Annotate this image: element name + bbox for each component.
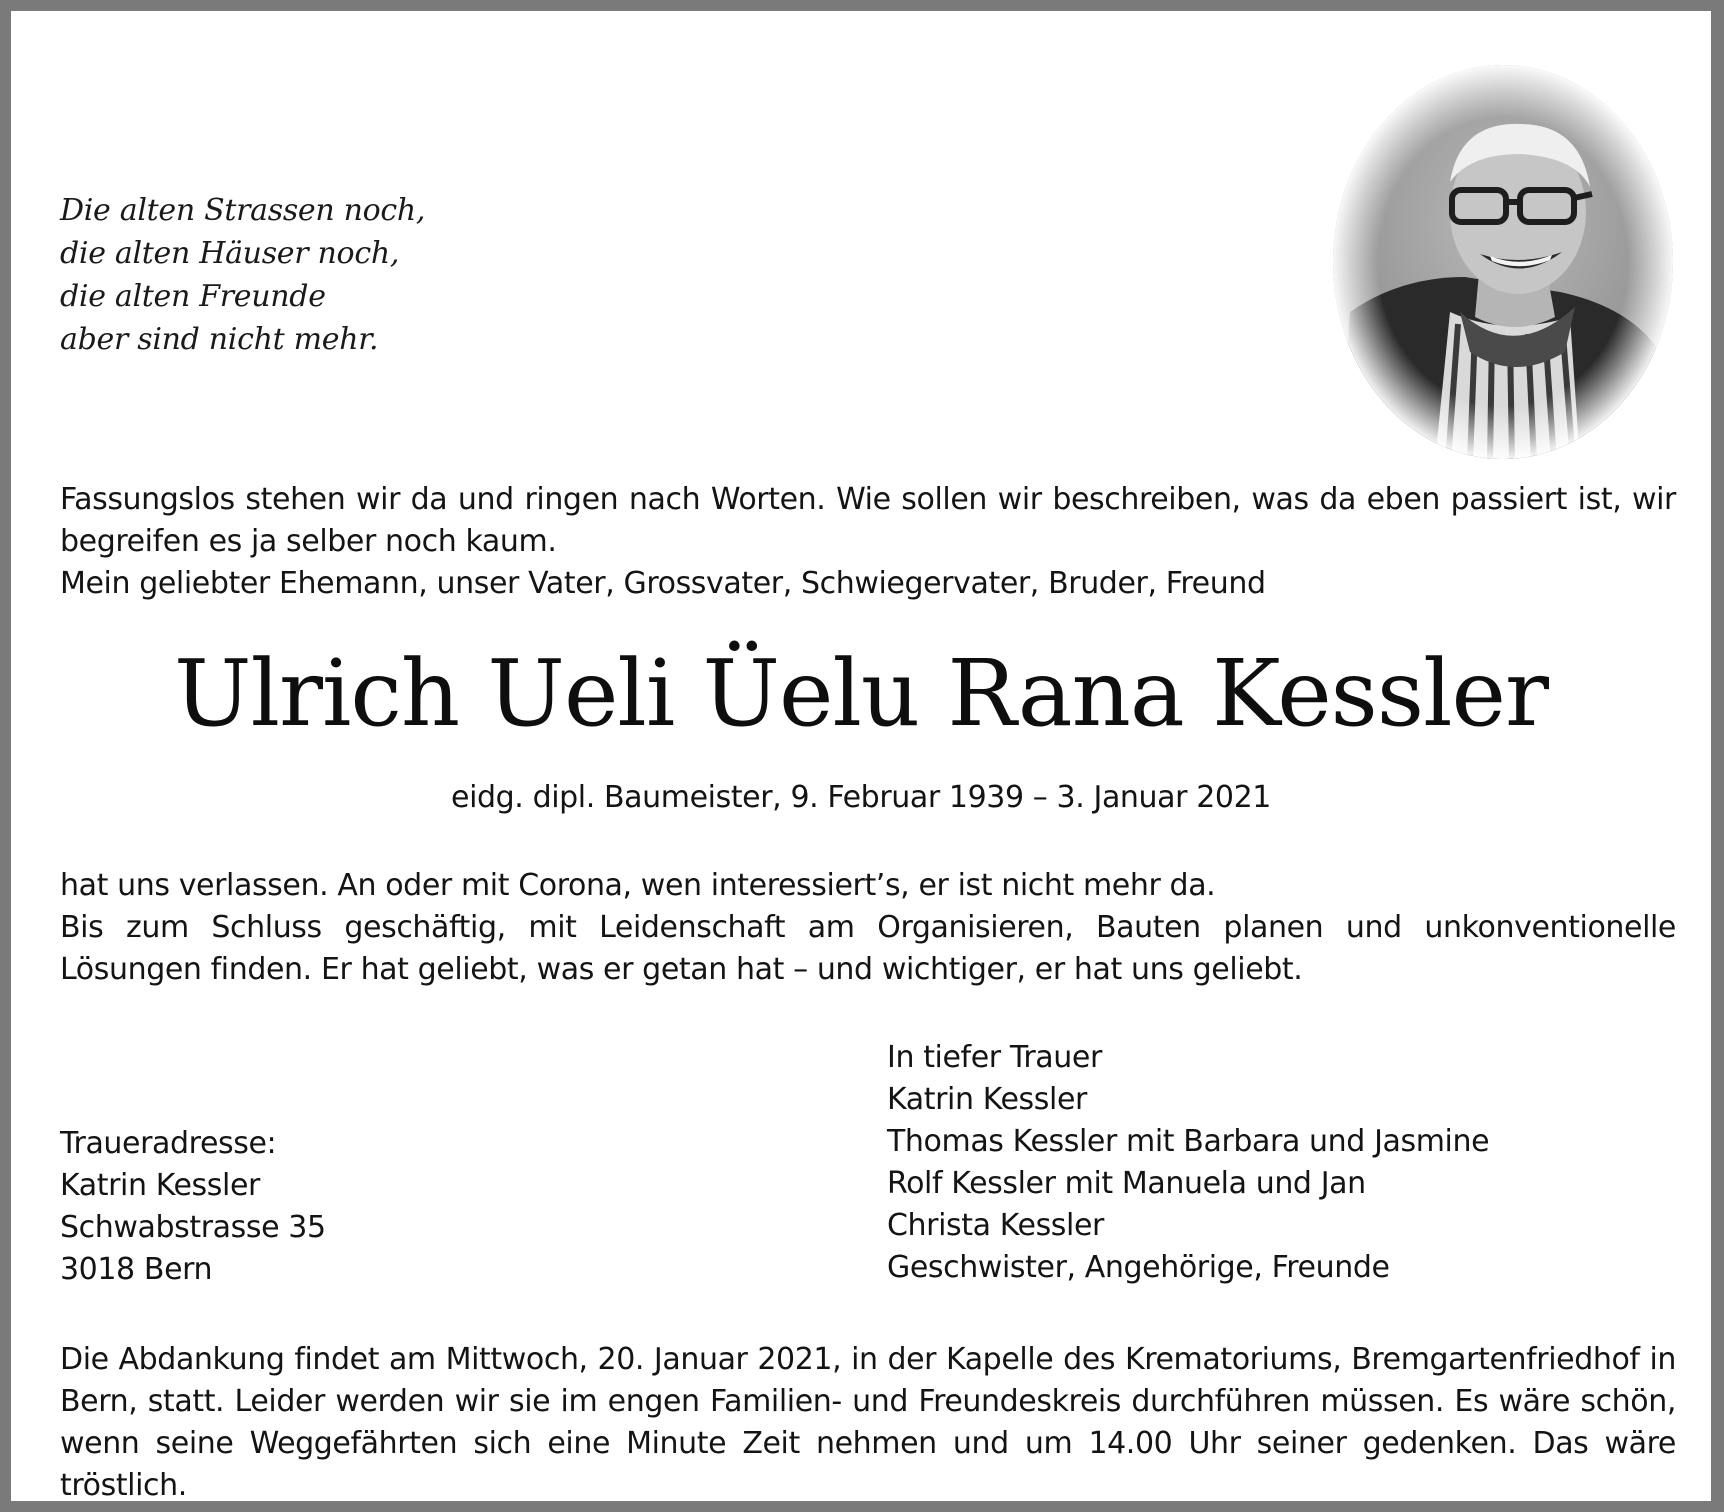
poem-line: aber sind nicht mehr. <box>60 322 379 357</box>
intro-relations: Mein geliebter Ehemann, unser Vater, Grossvater, Schwiegervater, Bruder, Freund <box>60 566 1266 601</box>
mourners-list <box>887 1037 1677 1289</box>
mourner-name: Geschwister, Angehörige, Freunde <box>887 1250 1390 1285</box>
ceremony-text: Die Abdankung findet am Mittwoch, 20. Januar 2021, in der Kapelle des Krematoriums, Bremgartenfriedhof in Bern, statt. Leider werden wir sie im engen Familien- und Freundeskreis durchführen müssen. Es wäre schön, wenn seine Weggefährten sich eine Minute Zeit nehmen und um 14.00 Uhr seiner gedenken. Das wäre tröstlich. <box>60 1342 1676 1501</box>
portrait-photo-icon <box>1330 62 1676 462</box>
body-line: hat uns verlassen. An oder mit Corona, wen interessiert’s, er ist nicht mehr da. <box>60 868 1216 903</box>
mourner-name: Christa Kessler <box>887 1208 1104 1243</box>
mourner-name: Thomas Kessler mit Barbara und Jasmine <box>887 1124 1490 1159</box>
mourner-name: Rolf Kessler mit Manuela und Jan <box>887 1166 1366 1201</box>
mourning-address <box>60 1123 760 1291</box>
poem-line: die alten Häuser noch, <box>60 236 400 271</box>
body-paragraph: Bis zum Schluss geschäftig, mit Leidenschaft am Organisieren, Bauten planen und unkonventionelle Lösungen finden. Er hat geliebt, was er getan hat – und wichtiger, er hat uns geliebt. <box>60 910 1676 987</box>
mourner-name: Katrin Kessler <box>887 1082 1087 1117</box>
deceased-details: eidg. dipl. Baumeister, 9. Februar 1939 – 3. Januar 2021 <box>451 780 1271 815</box>
obituary-page <box>11 11 1711 1501</box>
poem-line: die alten Freunde <box>60 279 326 314</box>
poem-line: Die alten Strassen noch, <box>60 193 426 228</box>
poem <box>60 189 425 361</box>
intro-paragraph: Fassungslos stehen wir da und ringen nach Worten. Wie sollen wir beschreiben, was da eben passiert ist, wir begreifen es ja selber noch kaum. <box>60 482 1676 559</box>
deceased-name: Ulrich Ueli Üelu Rana Kessler <box>174 640 1548 747</box>
address-city: 3018 Bern <box>60 1252 213 1287</box>
intro-text <box>60 479 1676 605</box>
address-street: Schwabstrasse 35 <box>60 1210 326 1245</box>
mourners-heading: In tiefer Trauer <box>887 1040 1102 1075</box>
ceremony-notice <box>60 1339 1676 1501</box>
address-label: Traueradresse: <box>60 1126 277 1161</box>
address-name: Katrin Kessler <box>60 1168 260 1203</box>
body-text <box>60 865 1676 991</box>
